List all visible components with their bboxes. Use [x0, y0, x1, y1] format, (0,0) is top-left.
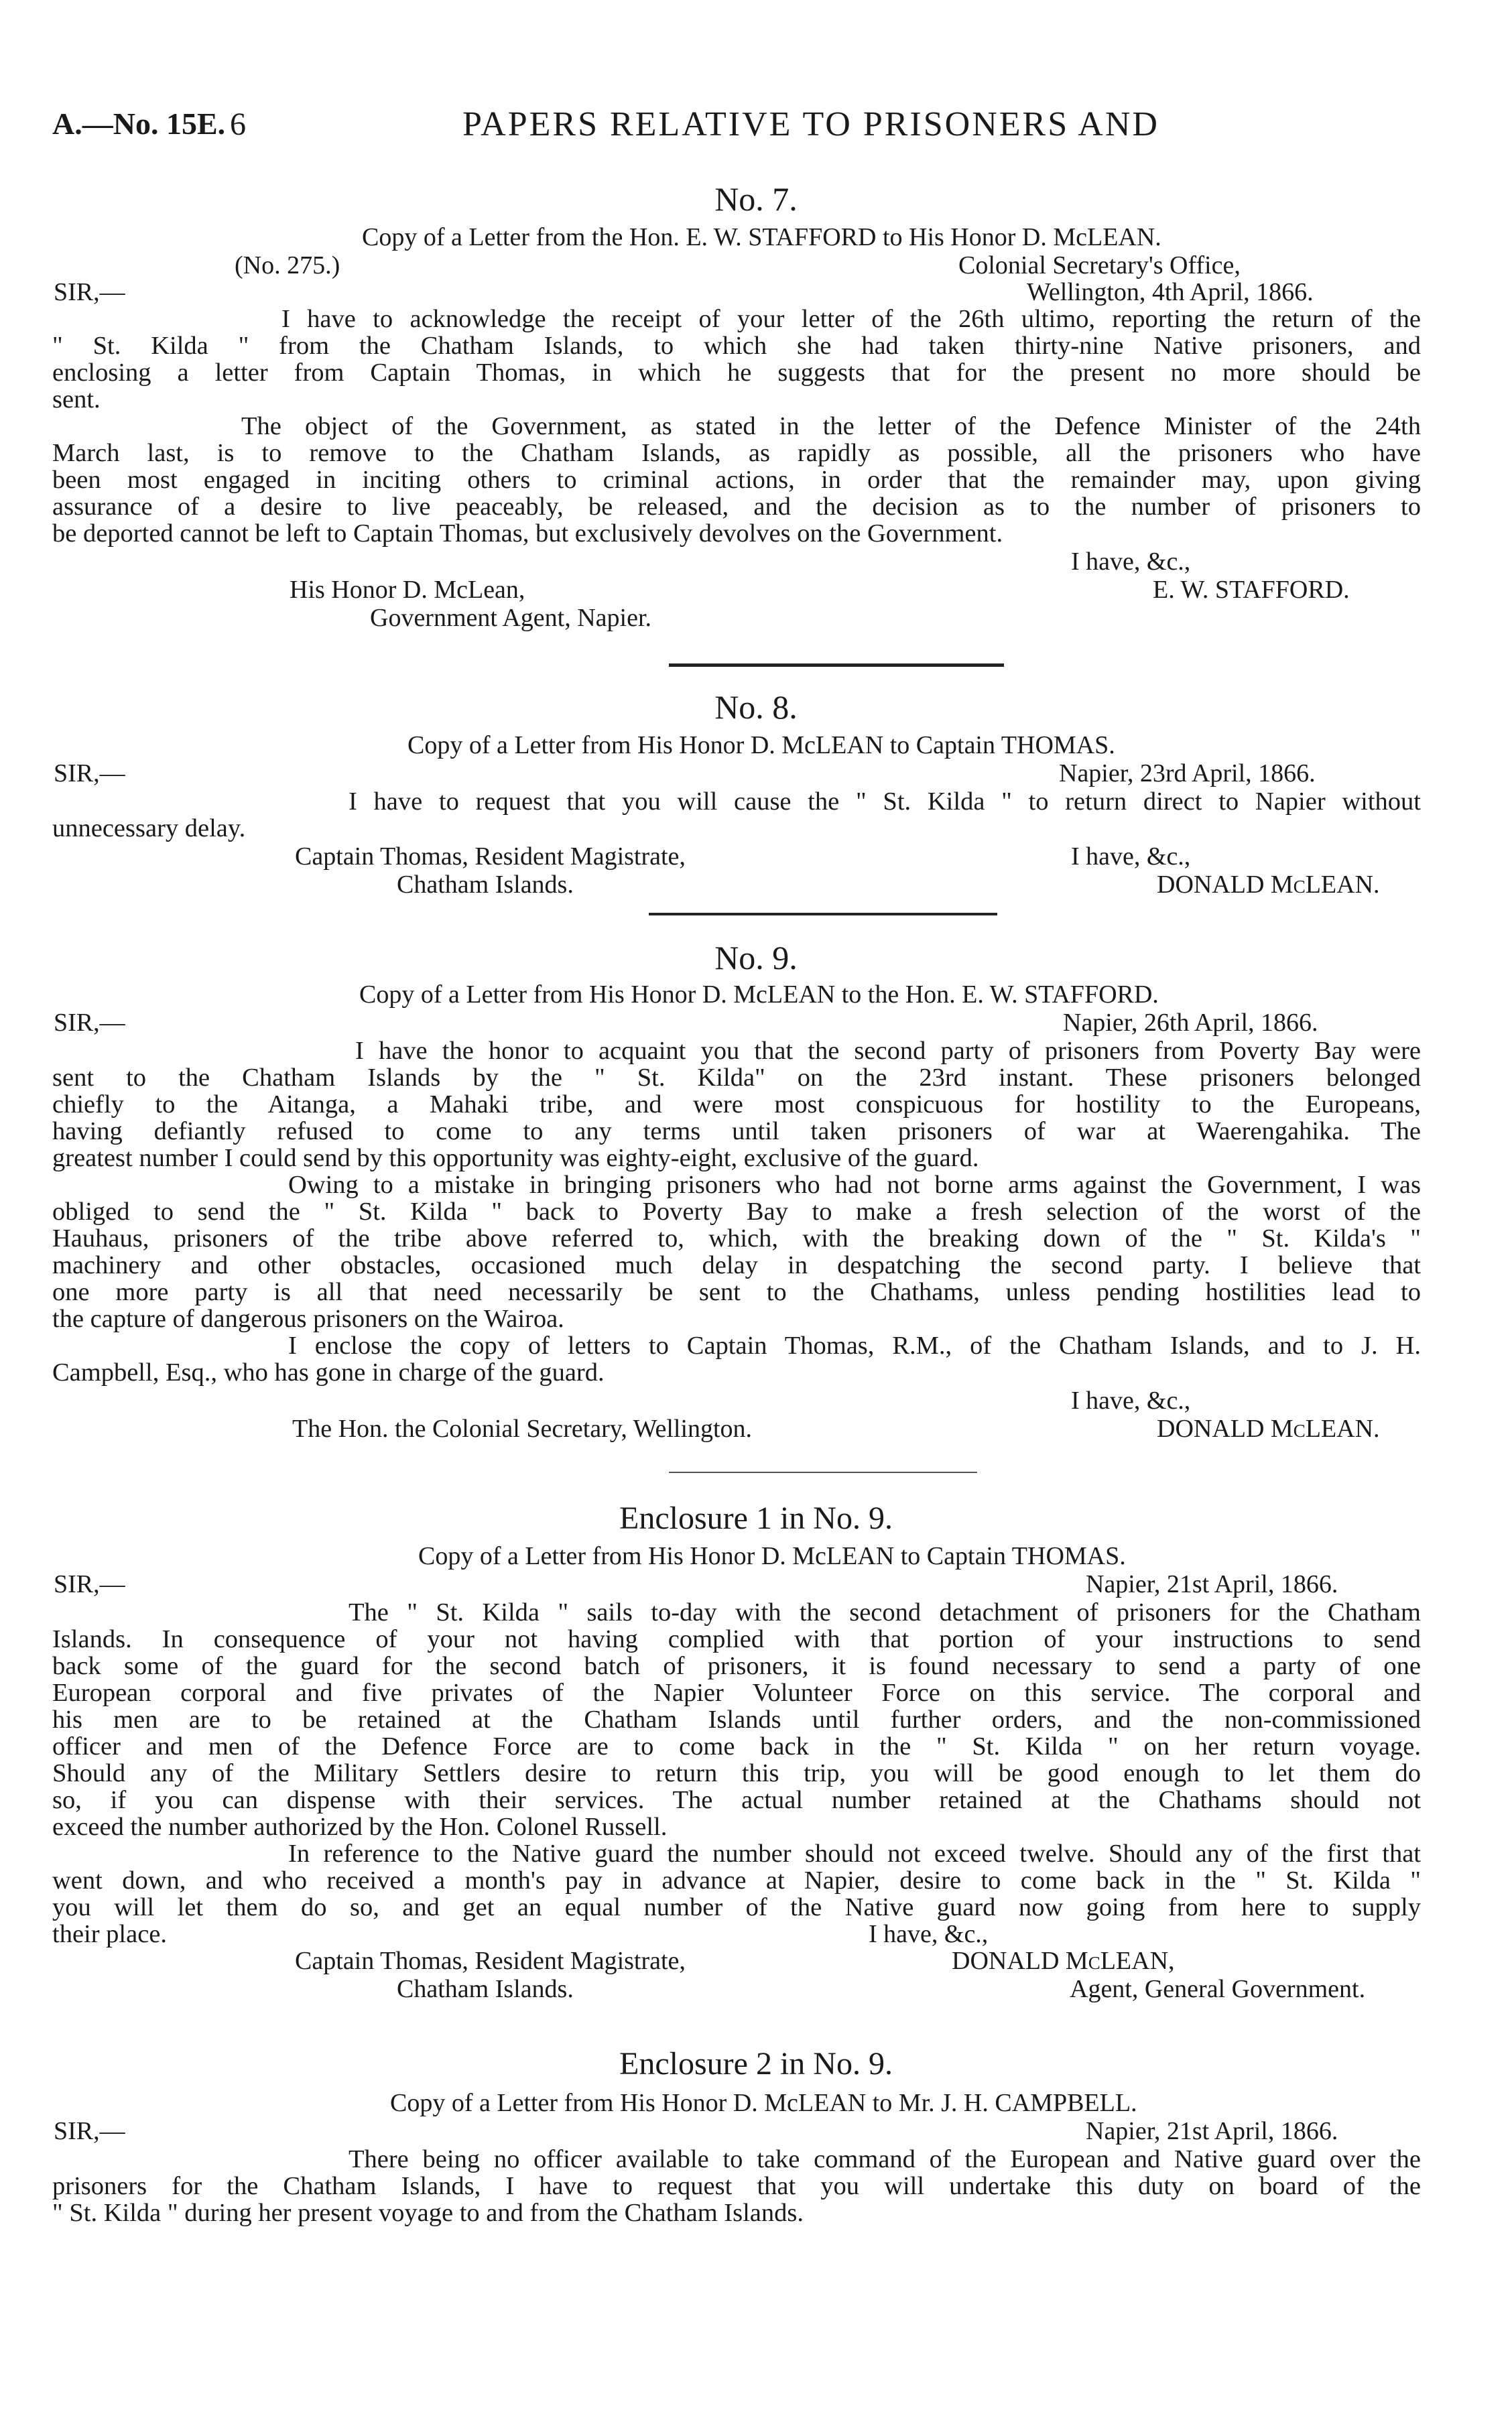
letter-caption: Copy of a Letter from His Honor D. McLEAN to Mr. J. H. CAMPBELL.	[390, 2089, 1137, 2117]
letter-salutation: SIR,—	[54, 2117, 125, 2145]
body-line: chiefly to the Aitanga, a Mahaki tribe, and were most conspicuous for hostility to the Europeans,	[52, 1091, 1421, 1118]
body-line: the capture of dangerous prisoners on the Wairoa.	[52, 1305, 564, 1332]
letter-salutation: SIR,—	[54, 759, 125, 787]
body-line: I have to acknowledge the receipt of your letter of the 26th ultimo, reporting the return of the	[281, 306, 1421, 332]
letter-salutation: SIR,—	[54, 1570, 125, 1598]
body-line: assurance of a desire to live peaceably, be released, and the decision as to the number of prisoners to	[52, 493, 1421, 520]
letter-addressee-location: Chatham Islands.	[397, 871, 574, 899]
body-line: went down, and who received a month's pay in advance at Napier, desire to come back in the " St. Kilda "	[52, 1867, 1421, 1894]
body-line: March last, is to remove to the Chatham Islands, as rapidly as possible, all the prisoners who have	[52, 440, 1421, 466]
letter-caption: Copy of a Letter from the Hon. E. W. STAFFORD to His Honor D. McLEAN.	[362, 223, 1161, 251]
letter-closing: I have, &c.,	[1071, 548, 1191, 576]
letter-signature: DONALD McLEAN.	[1157, 1415, 1380, 1443]
body-line: so, if you can dispense with their services. The actual number retained at the Chathams should not	[52, 1787, 1421, 1813]
letter-addressee-location: Chatham Islands.	[397, 1975, 574, 2003]
body-line: officer and men of the Defence Force are to come back in the " St. Kilda " on her return voyage.	[52, 1733, 1421, 1760]
body-line: Hauhaus, prisoners of the tribe above referred to, which, with the breaking down of the " St. Kilda's "	[52, 1225, 1421, 1252]
body-line: The object of the Government, as stated in the letter of the Defence Minister of the 24th	[241, 413, 1421, 440]
body-line: The " St. Kilda " sails to-day with the second detachment of prisoners for the Chatham	[349, 1599, 1421, 1626]
letter-signature: E. W. STAFFORD.	[1153, 576, 1350, 604]
body-line: Islands. In consequence of your not having complied with that portion of your instructions to send	[52, 1626, 1421, 1653]
body-line: exceed the number authorized by the Hon. Colonel Russell.	[52, 1813, 668, 1840]
page-number: 6	[230, 107, 246, 142]
body-line: greatest number I could send by this opportunity was eighty-eight, exclusive of the guard.	[52, 1145, 979, 1171]
letter-caption: Copy of a Letter from His Honor D. McLEAN to Captain THOMAS.	[407, 731, 1115, 759]
letter-addressee: The Hon. the Colonial Secretary, Wellington.	[292, 1415, 753, 1443]
letter-reference: (No. 275.)	[235, 251, 340, 279]
letter-heading: Enclosure 1 in No. 9.	[619, 1501, 893, 1536]
body-line: Owing to a mistake in bringing prisoners who had not borne arms against the Government, I was	[288, 1171, 1421, 1198]
letter-heading: No. 7.	[714, 180, 798, 218]
body-line: you will let them do so, and get an equal number of the Native guard now going from here to supply	[52, 1894, 1421, 1921]
body-line: " St. Kilda " during her present voyage to and from the Chatham Islands.	[52, 2200, 804, 2226]
section-divider	[669, 1472, 977, 1473]
body-line: prisoners for the Chatham Islands, I have to request that you will undertake this duty on board of the	[52, 2173, 1421, 2200]
letter-addressee: His Honor D. McLean,	[290, 576, 525, 604]
body-line: There being no officer available to take command of the European and Native guard over the	[349, 2146, 1421, 2173]
letter-heading: Enclosure 2 in No. 9.	[619, 2046, 893, 2082]
letter-signature: DONALD McLEAN,	[952, 1947, 1175, 1975]
body-line: his men are to be retained at the Chatham Islands until further orders, and the non-commissioned	[52, 1706, 1421, 1733]
body-line: I have the honor to acquaint you that the second party of prisoners from Poverty Bay were	[355, 1037, 1421, 1064]
body-line: enclosing a letter from Captain Thomas, in which he suggests that for the present no more should be	[52, 359, 1421, 386]
body-line: I enclose the copy of letters to Captain Thomas, R.M., of the Chatham Islands, and to J. H.	[288, 1332, 1421, 1359]
body-line: sent to the Chatham Islands by the " St. Kilda" on the 23rd instant. These prisoners belonged	[52, 1064, 1421, 1091]
body-line: one more party is all that need necessarily be sent to the Chathams, unless pending hostilities lead to	[52, 1279, 1421, 1305]
letter-office: Colonial Secretary's Office,	[958, 251, 1241, 279]
body-line: been most engaged in inciting others to criminal actions, in order that the remainder may, upon giving	[52, 466, 1421, 493]
letter-date: Napier, 21st April, 1866.	[1086, 1570, 1338, 1598]
letter-signature: DONALD McLEAN.	[1157, 871, 1380, 899]
section-divider	[669, 663, 1004, 667]
letter-caption: Copy of a Letter from His Honor D. McLEAN to the Hon. E. W. STAFFORD.	[359, 980, 1159, 1009]
body-line: machinery and other obstacles, occasioned much delay in despatching the second party. I believe that	[52, 1252, 1421, 1279]
letter-closing: I have, &c.,	[1071, 842, 1191, 871]
letter-signature-title: Agent, General Government.	[1070, 1975, 1366, 2003]
body-line: be deported cannot be left to Captain Thomas, but exclusively devolves on the Government.	[52, 520, 1003, 547]
letter-salutation: SIR,—	[54, 1009, 125, 1037]
document-reference: A.—No. 15E.	[52, 107, 226, 141]
body-line: Campbell, Esq., who has gone in charge of the guard.	[52, 1359, 605, 1386]
letter-heading: No. 8.	[714, 688, 798, 726]
letter-closing: I have, &c.,	[1071, 1387, 1191, 1415]
section-divider	[649, 913, 997, 915]
letter-date: Napier, 26th April, 1866.	[1063, 1009, 1318, 1037]
letter-salutation: SIR,—	[54, 278, 125, 306]
letter-date: Napier, 21st April, 1866.	[1086, 2117, 1338, 2145]
body-line: having defiantly refused to come to any terms until taken prisoners of war at Waerengahika. The	[52, 1118, 1421, 1145]
body-line: In reference to the Native guard the number should not exceed twelve. Should any of the first that	[288, 1840, 1421, 1867]
letter-heading: No. 9.	[714, 939, 798, 976]
letter-date: Wellington, 4th April, 1866.	[1027, 278, 1314, 306]
page-title: PAPERS RELATIVE TO PRISONERS AND	[462, 105, 1159, 143]
body-line: their place.	[52, 1921, 168, 1948]
letter-caption: Copy of a Letter from His Honor D. McLEAN to Captain THOMAS.	[418, 1542, 1126, 1570]
body-line: Should any of the Military Settlers desire to return this trip, you will be good enough to let them do	[52, 1760, 1421, 1787]
letter-addressee-location: Government Agent, Napier.	[370, 604, 652, 632]
body-line: back some of the guard for the second batch of prisoners, it is found necessary to send a party of one	[52, 1653, 1421, 1679]
letter-date: Napier, 23rd April, 1866.	[1059, 759, 1316, 787]
letter-closing: I have, &c.,	[869, 1920, 989, 1948]
letter-addressee: Captain Thomas, Resident Magistrate,	[295, 1947, 686, 1975]
body-line: sent.	[52, 386, 101, 413]
body-line: unnecessary delay.	[52, 815, 246, 842]
letter-addressee: Captain Thomas, Resident Magistrate,	[295, 842, 686, 871]
body-line: " St. Kilda " from the Chatham Islands, to which she had taken thirty-nine Native prisoners, and	[52, 332, 1421, 359]
body-line: European corporal and five privates of the Napier Volunteer Force on this service. The corporal and	[52, 1679, 1421, 1706]
body-line: obliged to send the " St. Kilda " back to Poverty Bay to make a fresh selection of the worst of the	[52, 1198, 1421, 1225]
body-line: I have to request that you will cause the " St. Kilda " to return direct to Napier without	[349, 788, 1421, 815]
